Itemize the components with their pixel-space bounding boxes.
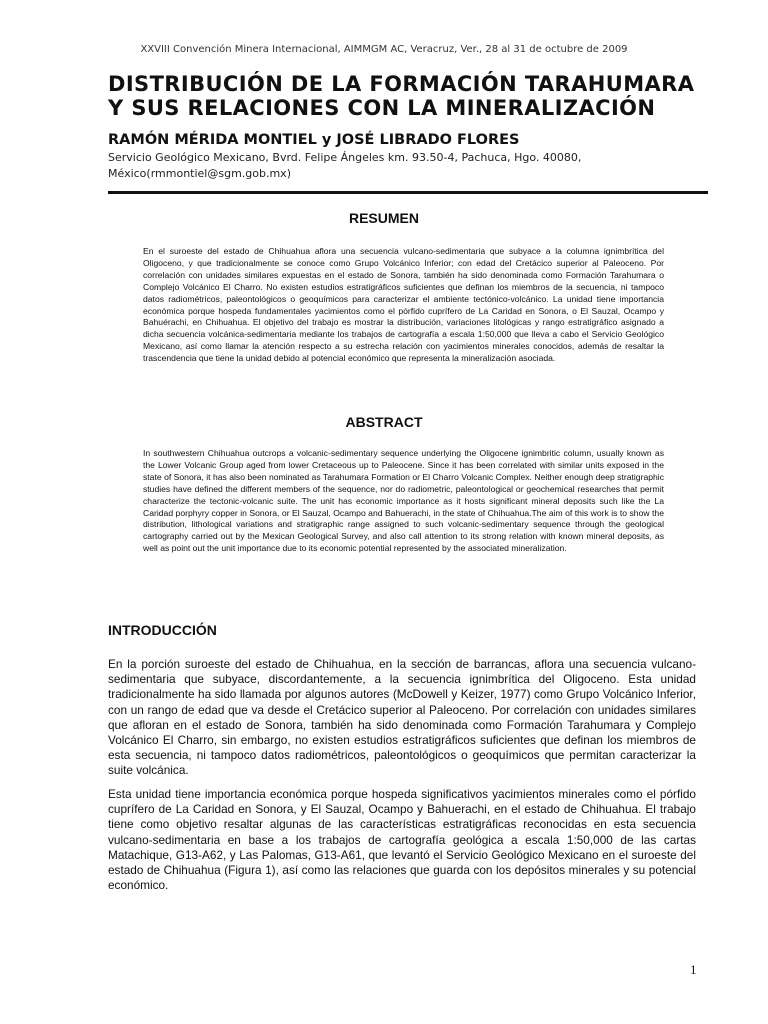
abstract-heading: ABSTRACT xyxy=(345,414,423,430)
abstract-text: In southwestern Chihuahua outcrops a volcanic-sedimentary sequence underlying the Oligocene ignimbritic column, usually known as the Lower Volcanic Group aged from lower Cretaceous up to Paleocene. Since it has been correlated with similar units exposed in the state of Sonora, it has also been nominated as Tarahumara Formation or El Charro Volcanic Complex. Neither enough deep stratigraphic studies have defined the different members of the sequence, nor do radiometric, paleontological or geochemical researches that permit characterize the tectonic-volcanic suite. The unit has economic importance as it hosts significant mineral deposits such like the La Caridad porphyry copper in Sonora, or El Sauzal, Ocampo and Bahuerachi, in the state of Chihuahua.The aim of this work is to show the distribution, lithological variations and stratigraphic range assigned to such volcanic-sedimentary sequence through the geological cartography carried out by the Mexican Geological Survey, and also call attention to its strong relation with known mineral deposits, as well as point out the unit importance due to its economic potential represented by the associated mineralization. xyxy=(143,448,664,554)
author-affiliation: Servicio Geológico Mexicano, Bvrd. Felipe Ángeles km. 93.50-4, Pachuca, Hgo. 40080, México(rmmontiel@sgm.gob.mx) xyxy=(108,151,582,180)
introduccion-heading: INTRODUCCIÓN xyxy=(108,622,217,638)
conference-header: XXVIII Convención Minera Internacional, AIMMGM AC, Veracruz, Ver., 28 al 31 de octubre de 2009 xyxy=(140,44,628,55)
resumen-text: En el suroeste del estado de Chihuahua aflora una secuencia vulcano-sedimentaria que subyace a la columna ignimbrítica del Oligoceno, y que tradicionalmente se conoce como Grupo Volcánico Inferior; con edad del Cretácico superior al Paleoceno. Por correlación con unidades similares expuestas en el estado de Sonora, también ha sido denominada como Formación Tarahumara o Complejo Volcánico El Charro. No existen estudios estratigráficos suficientes que definan los miembros de la secuencia, ni tampoco datos radiométricos, paleontológicos o geoquímicos para caracterizar el ambiente tectónico-volcánico. La unidad tiene importancia económica porque hospeda fundamentales yacimientos como el pórfido cuprífero de La Caridad en Sonora, o El Sauzal, Ocampo y Bahuérachi, en Chihuahua. El objetivo del trabajo es mostrar la distribución, variaciones litológicas y rango estratigráfico asignado a dicha secuencia volcánica-sedimentaria mediante los trabajos de cartografía a escala 1:50,000 que lleva a cabo el Servicio Geológico Mexicano, así como llamar la atención respecto a su estrecha relación con yacimientos minerales conocidos, además de resaltar la trascendencia que tiene la unidad debido al potencial económico que representa la mineralización asociada. xyxy=(143,246,664,364)
introduccion-paragraph-2: Esta unidad tiene importancia económica porque hospeda significativos yacimientos minerales como el pórfido cuprífero de La Caridad en Sonora, y El Sauzal, Ocampo y Bahuerachi, en el estado de Chihuahua. El trabajo tiene como objetivo resaltar algunas de las características estratigráficas reconocidas en esta secuencia vulcano-sedimentaria en base a los trabajos de cartografía geológica a escala 1:50,000 de las cartas Matachique, G13-A62, y Las Palomas, G13-A61, que levantó el Servicio Geológico Mexicano en el suroeste del estado de Chihuahua (Figura 1), así como las relaciones que guarda con los depósitos minerales y su potencial económico. xyxy=(108,787,696,893)
page-number: 1 xyxy=(690,962,697,977)
paper-title: DISTRIBUCIÓN DE LA FORMACIÓN TARAHUMARA Y SUS RELACIONES CON LA MINERALIZACIÓN xyxy=(108,72,695,120)
header-divider xyxy=(108,191,708,194)
introduccion-paragraph-1: En la porción suroeste del estado de Chihuahua, en la sección de barrancas, aflora una secuencia vulcano-sedimentaria que subyace, discordantemente, a la secuencia ignimbrítica del Oligoceno. Esta unidad tradicionalmente ha sido llamada por algunos autores (McDowell y Keizer, 1977) como Grupo Volcánico Inferior, con un rango de edad que va desde el Cretácico superior al Paleoceno. Por correlación con unidades similares que afloran en el estado de Sonora, también ha sido denominada como Formación Tarahumara y Complejo Volcánico El Charro, sin embargo, no existen estudios estratigráficos suficientes que definan los miembros de esta secuencia, ni tampoco datos radiométricos, paleontológicos o geoquímicos que permitan caracterizar la suite volcánica. xyxy=(108,657,696,778)
paper-authors: RAMÓN MÉRIDA MONTIEL y JOSÉ LIBRADO FLORES xyxy=(108,132,520,148)
resumen-heading: RESUMEN xyxy=(348,210,419,226)
